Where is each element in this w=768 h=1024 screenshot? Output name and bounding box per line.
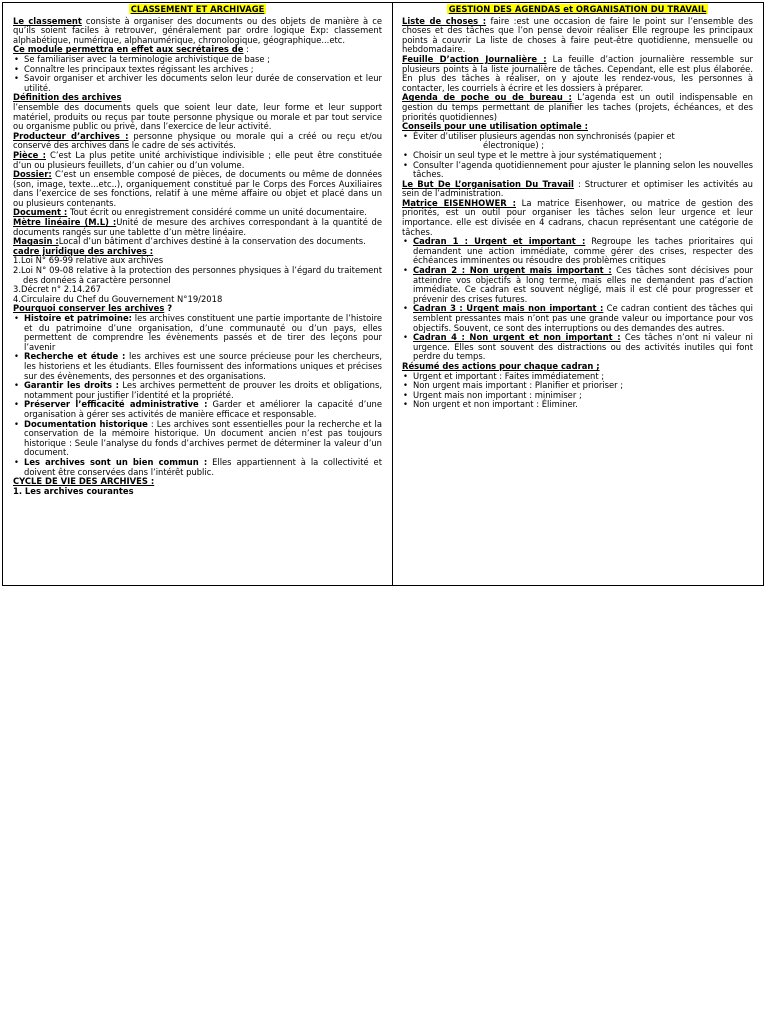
list-item: • Cadran 4 : Non urgent et non important : Ces tâches n’ont ni valeur ni urgence. Elles sont souvent des distractions ou des activités inutiles qui font perdre du temps. xyxy=(402,333,753,362)
reasons-list xyxy=(13,314,382,477)
list-item: • Histoire et patrimoine: les archives constituent une partie importante de l’histoire et du patrimoine d’une organisation, d’une communauté ou d’un pays, elles permettent de comprendre les évènements passés et de tirer des leçons pour l’avenir xyxy=(13,314,382,352)
module-list xyxy=(13,55,382,93)
list-item: • Préserver l’efficacité administrative : Garder et améliorer la capacité d’une organisation à gérer ses activités de manière efficace et responsable. xyxy=(13,400,382,419)
cadre-juridique-heading: cadre juridique des archives : xyxy=(13,245,154,256)
definition-paragraph: l’ensemble des documents quels que soient leur date, leur forme et leur support matériel, produits ou reçus par toute personne physique ou morale et par tout service ou organisme public ou privé, dans l’exercice de leur activité. xyxy=(13,101,382,132)
list-item: • Garantir les droits : Les archives permettent de prouver les droits et obligations, notamment pour justifier l’identité et la propriété. xyxy=(13,381,382,400)
pourquoi-heading: Pourquoi conserver les archives ? xyxy=(13,303,173,314)
metre-lineaire-paragraph: Mètre linéaire (M.L) :Unité de mesure des archives correspondant à la quantité de documents rangés sur une tablette d’un mètre linéaire. xyxy=(13,217,382,237)
piece-paragraph: Pièce : C’est La plus petite unité archivistique indivisible ; elle peut être constituée d’un ou plusieurs feuillets, d’un cahier ou d’un volume. xyxy=(13,149,382,170)
liste-paragraph: Liste de choses : faire :est une occasion de faire le point sur l’ensemble des choses et des tâches que l’on pense devoir réaliser Elle regroupe les principaux points à couvrir La liste de choses à faire peut-être quotidienne, mensuelle ou hebdomadaire. xyxy=(402,15,753,55)
conseils-list xyxy=(402,132,753,180)
list-item: • Recherche et étude : les archives est une source précieuse pour les chercheurs, les historiens et les étudiants. Elles fournissent des informations uniques et précises sur des évènements, des personnes et des organisations. xyxy=(13,352,382,381)
list-item: 1.Loi N° 69-99 relative aux archives xyxy=(13,255,164,266)
cycle-item: 1. Les archives courantes xyxy=(13,485,134,496)
matrice-paragraph: Matrice EISENHOWER : La matrice Eisenhower, ou matrice de gestion des priorités, est un outil pour organiser les tâches selon leur urgence et leur importance. elle est divisée en 4 cadrans, chacun représentant une catégorie de tâches. xyxy=(402,197,753,237)
list-item: • Non urgent mais important : Planifier et prioriser ; xyxy=(402,381,753,391)
agenda-paragraph: Agenda de poche ou de bureau : L’agenda est un outil indispensable en gestion du temps permettant de planifier les taches (projets, échéances, et des priorités quotidiennes) xyxy=(402,92,753,122)
list-item: 4.Circulaire du Chef du Gouvernement N°19/2018 xyxy=(13,293,223,304)
document-page xyxy=(2,2,764,586)
list-item: • Se familiariser avec la terminologie archivistique de base ; xyxy=(13,55,382,65)
magasin-paragraph: Magasin :Local d’un bâtiment d’archives destiné à la conservation des documents. xyxy=(13,236,366,247)
left-column-title: CLASSEMENT ET ARCHIVAGE xyxy=(130,4,265,14)
definition-heading: Définition des archives xyxy=(13,92,122,103)
list-item: • Cadran 3 : Urgent mais non important : Ce cadran contient des tâches qui semblent pressantes mais n’ont pas une grande valeur ou importance pour vos objectifs. Souvent, ce sont des interruptions ou des demandes des autres. xyxy=(402,304,753,333)
producteur-paragraph: Producteur d’archives : personne physique ou morale qui a créé ou reçu et/ou conservé des archives dans le cadre de ses activités. xyxy=(13,130,382,151)
left-column xyxy=(3,3,393,585)
list-item: • Connaître les principaux textes régissant les archives ; xyxy=(13,65,382,75)
document-paragraph: Document : Tout écrit ou enregistrement considéré comme un unité documentaire. xyxy=(13,207,367,218)
list-item: • Savoir organiser et archiver les documents selon leur durée de conservation et leur utilité. xyxy=(13,74,382,93)
classement-paragraph: Le classement consiste à organiser des documents ou des objets de manière à ce qu’ils soient faciles à retrouver, généralement par ordre logique Exp: classement alphabétique, numérique, alphanumérique, chronologique, géographique...etc. xyxy=(13,15,382,45)
cadre-juridique-list xyxy=(13,256,382,304)
cycle-heading: CYCLE DE VIE DES ARCHIVES : xyxy=(13,476,155,487)
right-column-title: GESTION DES AGENDAS et ORGANISATION DU TRAVAIL xyxy=(448,4,707,14)
dossier-paragraph: Dossier: C’est un ensemble composé de pièces, de documents ou même de données (son, image, texte...etc..), organiquement constitué par le Corps des Forces Auxiliaires dans l’exercice de ses fonctions, relatif à une même affaire ou objet et placé dans un ou plusieurs contenants. xyxy=(13,169,382,208)
list-item: • Consulter l’agenda quotidiennement pour ajuster le planning selon les nouvelles tâches. xyxy=(402,161,753,180)
list-item: 2.Loi N° 09-08 relative à la protection des personnes physiques à l’égard du traitement des données à caractère personnel xyxy=(13,265,382,285)
list-item: • Urgent et important : Faites immédiatement ; xyxy=(402,372,753,382)
resume-list xyxy=(402,372,753,410)
cadrans-list xyxy=(402,237,753,362)
list-item: • Choisir un seul type et le mettre à jour systématiquement ; xyxy=(402,151,753,161)
list-item: • Urgent mais non important : minimiser ; xyxy=(402,391,753,401)
but-paragraph: Le But De L’organisation Du Travail : Structurer et optimiser les activités au sein de l’administration. xyxy=(402,178,753,199)
list-item: • Non urgent et non important : Éliminer. xyxy=(402,400,753,410)
right-column xyxy=(393,3,763,585)
list-item: • Cadran 2 : Non urgent mais important : Ces tâches sont décisives pour atteindre vos objectifs à long terme, mais elles ne demandent pas d’action immédiate. Ce cadran est souvent négligé, mais il est clé pour progresser et prévenir des crises futures. xyxy=(402,266,753,304)
list-item: • Cadran 1 : Urgent et important : Regroupe les taches prioritaires qui demandent une action immédiate, comme gérer des crises, respecter des échéances imminentes ou résoudre des problèmes critiques xyxy=(402,237,753,266)
module-heading: Ce module permettra en effet aux secrétaires de : xyxy=(13,44,249,55)
resume-heading: Résumé des actions pour chaque cadran ; xyxy=(402,360,600,371)
list-item: • Éviter d’utiliser plusieurs agendas non synchronisés (papier et électronique) ; xyxy=(402,132,753,151)
list-item: • Documentation historique : Les archives sont essentielles pour la recherche et la conservation de la mémoire historique. Un document ancien n’est pas toujours historique : Seule l’analyse du fonds d’archives permet de déterminer la valeur d’un document. xyxy=(13,420,382,458)
list-item: • Les archives sont un bien commun : Elles appartiennent à la collectivité et doivent être conservées dans l’intérêt public. xyxy=(13,458,382,477)
conseils-heading: Conseils pour une utilisation optimale : xyxy=(402,121,588,132)
feuille-paragraph: Feuille D’action Journalière : La feuille d’action journalière ressemble sur plusieurs points à la liste journalière de tâches. Cependant, elle est plus élaborée. En plus des tâches à réaliser, on y ajoute les rendez-vous, les personnes à contacter, les courriels à écrire et les dossiers à préparer. xyxy=(402,53,753,93)
list-item: 3.Décret n° 2.14.267 xyxy=(13,284,102,295)
